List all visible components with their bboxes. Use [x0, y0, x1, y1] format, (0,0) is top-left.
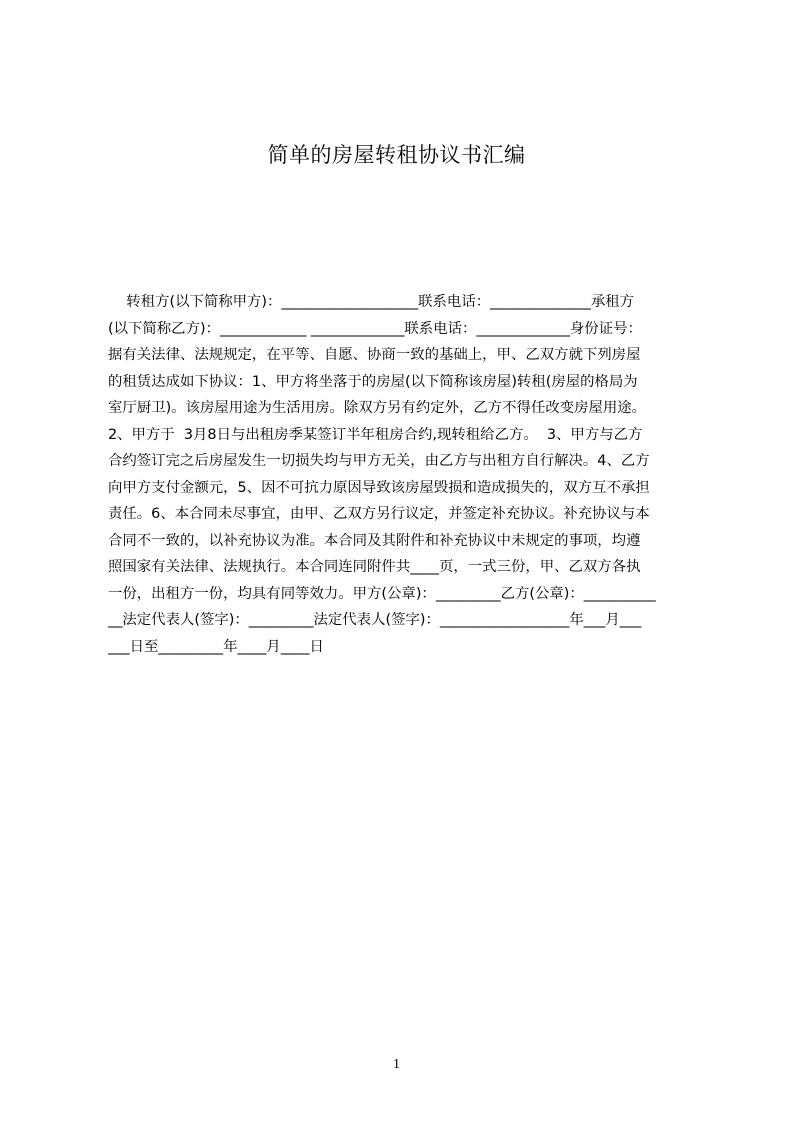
body-line: 责任。6、本合同未尽事宜，由甲、乙双方另行议定，并签定补充协议。补充协议与本	[108, 506, 650, 522]
body-line: 据有关法律、法规规定，在平等、自愿、协商一致的基础上，甲、乙双方就下列房屋	[108, 347, 641, 363]
body-line: 一份，出租方一份，均具有同等效力。甲方(公章)：_________乙方(公章)：__________	[108, 585, 656, 602]
body-line: (以下简称乙方)：____________ _____________联系电话：_____________身份证号：	[108, 320, 642, 337]
body-line: 转租方(以下简称甲方)：___________________联系电话：______________承租方	[108, 294, 635, 310]
body-line: 合约签订完之后房屋发生一切损失均与甲方无关，由乙方与出租方自行解决。4、乙方	[108, 453, 650, 469]
body-line: __法定代表人(签字)：_________法定代表人(签字)：__________________年___月___	[108, 612, 642, 628]
body-line: 的租赁达成如下协议：1、甲方将坐落于的房屋(以下简称该房屋)转租(房屋的格局为	[108, 373, 638, 390]
body-line: 合同不一致的，以补充协议为准。本合同及其附件和补充协议中未规定的事项，均遵	[108, 532, 641, 549]
body-line: 向甲方支付金额元，5、因不可抗力原因导致该房屋毁损和造成损失的，双方互不承担	[108, 479, 650, 496]
agreement-body	[108, 289, 698, 669]
body-line: ___日至_________年____月____日	[108, 638, 324, 655]
page-number: 1	[393, 1057, 400, 1072]
body-line: 照国家有关法律、法规执行。本合同连同附件共____页，一式三份，甲、乙双方各执	[108, 559, 641, 575]
document-title: 简单的房屋转租协议书汇编	[267, 143, 526, 167]
body-line: 2、甲方于 3月8日与出租房季某签订半年租房合约,现转租给乙方。 3、甲方与乙方	[108, 426, 643, 443]
body-line: 室厅厨卫)。该房屋用途为生活用房。除双方另有约定外，乙方不得任改变房屋用途。	[108, 400, 647, 416]
